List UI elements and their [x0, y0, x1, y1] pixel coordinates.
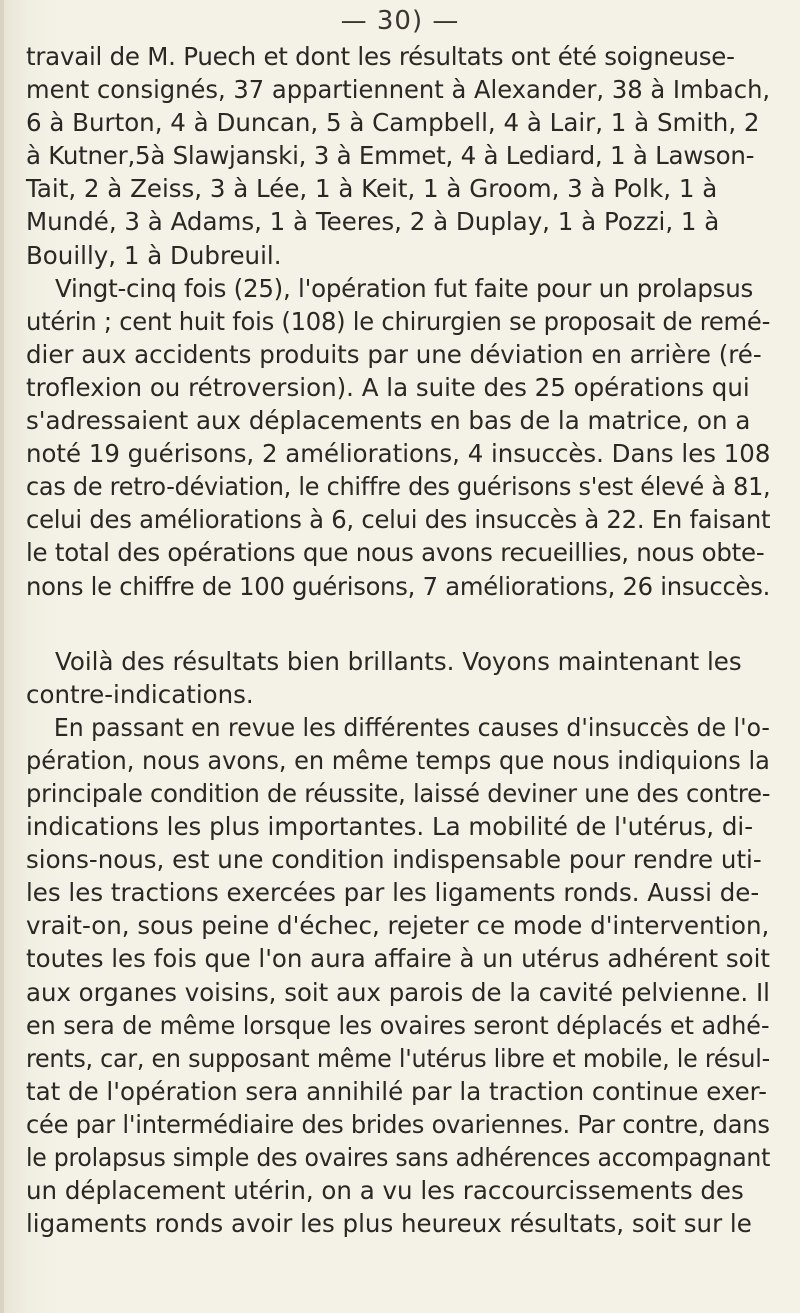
- paragraph-1: [26, 40, 770, 272]
- text-line: en sera de même lorsque les ovaires seront déplacés et adhé-: [26, 1010, 770, 1040]
- text-line: ligaments ronds avoir les plus heureux résultats, soit sur le: [26, 1209, 752, 1239]
- text-line: à Kutner,5à Slawjanski, 3 à Emmet, 4 à Lediard, 1 à Lawson-: [26, 141, 755, 171]
- text-line: 6 à Burton, 4 à Duncan, 5 à Campbell, 4 à Lair, 1 à Smith, 2: [26, 108, 760, 138]
- text-line: Vingt-cinq fois (25), l'opération fut faite pour un prolapsus: [55, 273, 753, 303]
- text-line: aux organes voisins, soit aux parois de la cavité pelvienne. Il: [26, 977, 770, 1007]
- text-line: le total des opérations que nous avons recueillies, nous obte-: [26, 538, 765, 568]
- text-line: Mundé, 3 à Adams, 1 à Teeres, 2 à Duplay, 1 à Pozzi, 1 à: [26, 207, 720, 237]
- text-line: Bouilly, 1 à Dubreuil.: [26, 240, 282, 270]
- text-line: toutes les fois que l'on aura affaire à un utérus adhérent soit: [26, 944, 770, 974]
- text-line: tat de l'opération sera annihilé par la traction continue exer-: [26, 1076, 768, 1106]
- text-line: principale condition de réussite, laissé deviner une des contre-: [26, 778, 771, 808]
- page-edge: [0, 0, 4, 1313]
- paragraph-4: [26, 711, 770, 1241]
- text-line: En passant en revue les différentes causes d'insuccès de l'o-: [53, 712, 770, 742]
- text-line: nons le chiffre de 100 guérisons, 7 améliorations, 26 insuccès.: [26, 571, 771, 601]
- paragraph-2: [26, 272, 770, 603]
- text-line: troflexion ou rétroversion). A la suite des 25 opérations qui: [26, 372, 750, 402]
- text-line: le prolapsus simple des ovaires sans adhérences accompagnant: [26, 1143, 771, 1172]
- text-line: cée par l'intermédiaire des brides ovariennes. Par contre, dans: [26, 1109, 770, 1139]
- text-line: cas de retro-déviation, le chiffre des guérisons s'est élevé à 81,: [26, 472, 771, 502]
- text-line: celui des améliorations à 6, celui des insuccès à 22. En faisant: [26, 505, 771, 535]
- text-line: un déplacement utérin, on a vu les raccourcissements des: [26, 1176, 744, 1206]
- text-line: les les tractions exercées par les ligaments ronds. Aussi de-: [26, 878, 760, 908]
- paragraph-3: [26, 645, 770, 711]
- text-line: indications les plus importantes. La mobilité de l'utérus, di-: [26, 812, 754, 842]
- text-line: travail de M. Puech et dont les résultats ont été soigneuse-: [26, 42, 735, 71]
- text-line: Tait, 2 à Zeiss, 3 à Lée, 1 à Keit, 1 à Groom, 3 à Polk, 1 à: [26, 174, 718, 204]
- paragraph-gap: [26, 603, 770, 645]
- text-line: s'adressaient aux déplacements en bas de la matrice, on a: [26, 406, 751, 436]
- text-line: contre-indications.: [26, 679, 254, 709]
- text-line: rents, car, en supposant même l'utérus libre et mobile, le résul-: [26, 1043, 770, 1073]
- body-text: [26, 40, 770, 1240]
- page-number: — 30) —: [340, 6, 460, 36]
- text-line: noté 19 guérisons, 2 améliorations, 4 insuccès. Dans les 108: [26, 439, 771, 469]
- text-line: vrait-on, sous peine d'échec, rejeter ce mode d'intervention,: [26, 911, 770, 941]
- text-line: pération, nous avons, en même temps que nous indiquions la: [26, 745, 770, 775]
- text-line: ment consignés, 37 appartiennent à Alexander, 38 à Imbach,: [26, 75, 771, 105]
- text-line: utérin ; cent huit fois (108) le chirurgien se proposait de remé-: [26, 306, 771, 336]
- text-line: dier aux accidents produits par une déviation en arrière (ré-: [26, 339, 762, 369]
- text-line: sions-nous, est une condition indispensable pour rendre uti-: [26, 845, 762, 875]
- text-line: Voilà des résultats bien brillants. Voyons maintenant les: [55, 646, 742, 676]
